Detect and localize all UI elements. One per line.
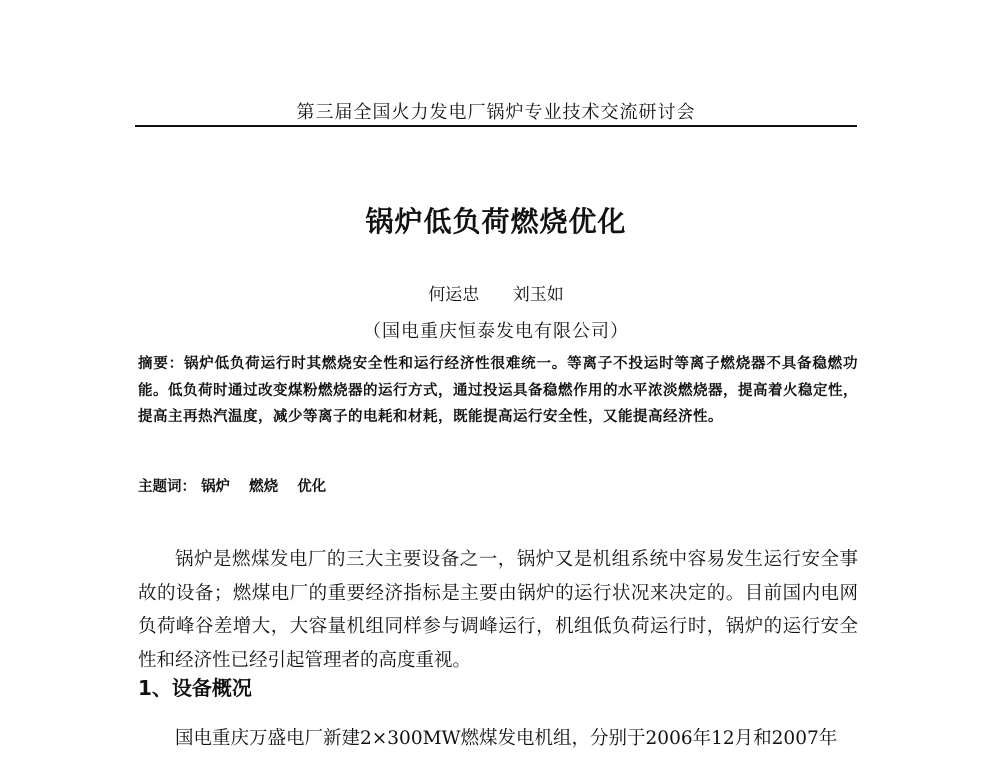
paper-title: 锅炉低负荷燃烧优化 — [365, 205, 627, 238]
keyword-3: 优化 — [297, 478, 327, 495]
section-1-paragraph: 国电重庆万盛电厂新建2×300MW燃煤发电机组，分别于2006年12月和2007年 — [175, 728, 838, 749]
abstract-label: 摘要： — [138, 355, 184, 372]
conference-header: 第三届全国火力发电厂锅炉专业技术交流研讨会 — [296, 102, 696, 123]
keyword-1: 锅炉 — [201, 478, 231, 495]
author-list — [135, 280, 857, 305]
intro-paragraph: 锅炉是燃煤发电厂的三大主要设备之一，锅炉又是机组系统中容易发生运行安全事故的设备；燃煤电厂的重要经济指标是主要由锅炉的运行状况来决定的。目前国内电网负荷峰谷差增大，大容量机组同样参与调峰运行，机组低负荷运行时，锅炉的运行安全性和经济性已经引起管理者的高度重视。 — [138, 549, 858, 671]
keywords — [138, 475, 858, 496]
author-2: 刘玉如 — [512, 285, 564, 305]
author-1: 何运忠 — [428, 285, 480, 305]
keyword-2: 燃烧 — [249, 478, 279, 495]
abstract — [138, 351, 858, 431]
header-rule — [135, 125, 857, 127]
affiliation: （国电重庆恒泰发电有限公司） — [363, 321, 629, 342]
section-1-heading: 1、设备概况 — [138, 676, 252, 700]
abstract-text: 锅炉低负荷运行时其燃烧安全性和运行经济性很难统一。等离子不投运时等离子燃烧器不具备稳燃功能。低负荷时通过改变煤粉燃烧器的运行方式，通过投运具备稳燃作用的水平浓淡燃烧器，提高着火稳定性，提高主再热汽温度，减少等离子的电耗和材耗，既能提高运行安全性，又能提高经济性。 — [138, 355, 859, 425]
keywords-label: 主题词： — [138, 478, 196, 495]
